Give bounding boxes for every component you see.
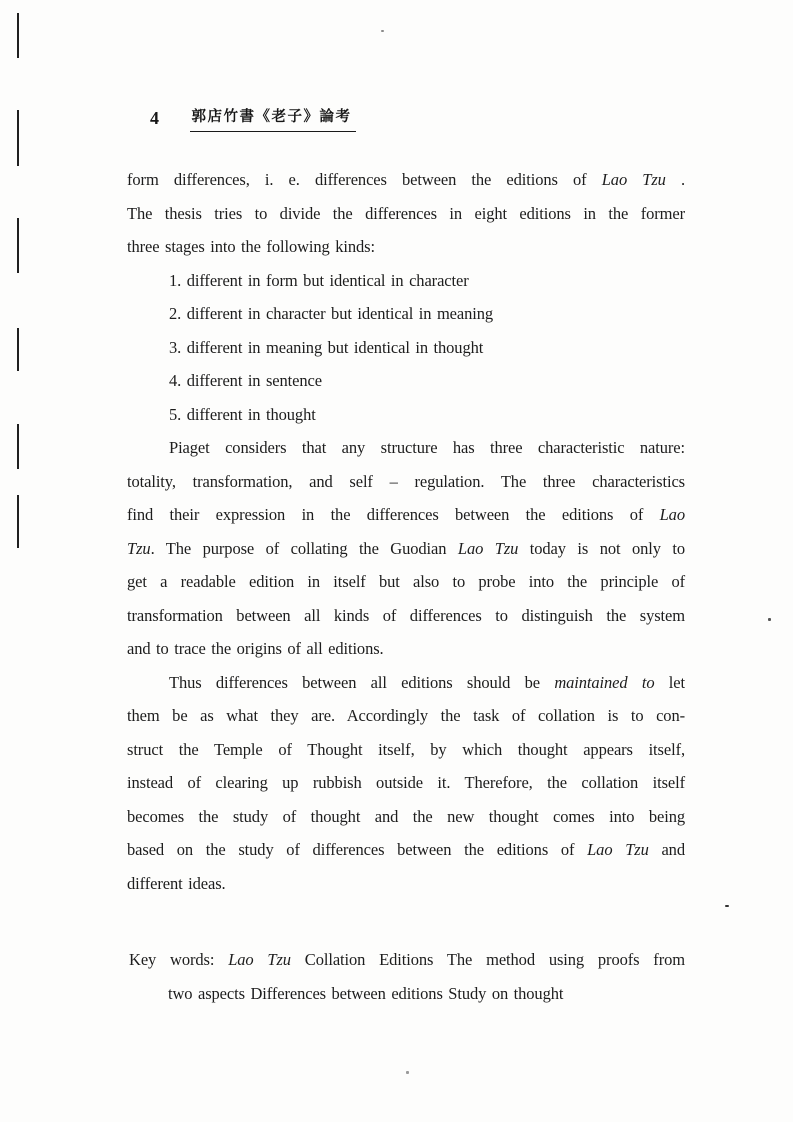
text-segment: Piaget considers that any structure has three characteristic nature: (169, 438, 685, 457)
running-header (150, 108, 356, 132)
edge-mark (17, 110, 19, 166)
text-line (127, 666, 685, 700)
text-segment: them be as what they are. Accordingly the task of collation is to con- (127, 706, 685, 725)
text-segment: different ideas. (127, 873, 226, 893)
text-line (127, 297, 685, 331)
text-segment: The thesis tries to divide the differences in eight editions in the former (127, 203, 685, 223)
text-segment: struct the Temple of Thought itself, by which thought appears itself, (127, 739, 685, 759)
keywords-block (127, 943, 685, 1010)
text-line (127, 943, 685, 977)
italic-text: Lao Tzu (457, 538, 519, 558)
text-segment: 1. different in form but identical in character (169, 270, 469, 290)
italic-text: maintained to (554, 672, 655, 692)
text-segment: and to trace the origins of all editions. (127, 639, 384, 658)
text-segment: 4. different in sentence (169, 371, 322, 390)
text-segment: form differences, i. e. differences between the editions of (127, 170, 602, 189)
text-line (127, 398, 685, 432)
text-line (127, 230, 685, 264)
text-segment: becomes the study of thought and the new thought comes into being (127, 806, 685, 826)
text-segment: get a readable edition in itself but also to probe into the principle of (127, 572, 685, 591)
text-segment: 5. different in thought (169, 404, 316, 424)
page-number: 4 (150, 108, 160, 128)
edge-mark (17, 495, 19, 548)
text-line (127, 632, 685, 666)
text-segment: totality, transformation, and self – regulation. The three characteristics (127, 471, 685, 491)
italic-text: Lao Tzu (228, 950, 291, 969)
italic-text: Lao Tzu (587, 840, 649, 859)
text-line (127, 431, 685, 465)
edge-mark (17, 218, 19, 273)
text-segment: and (648, 840, 685, 859)
text-segment: instead of clearing up rubbish outside it. Therefore, the collation itself (127, 773, 685, 792)
text-line (127, 163, 685, 197)
scan-speck (768, 618, 771, 621)
text-segment: today is not only to (518, 538, 685, 558)
text-body (127, 163, 685, 1010)
text-line (127, 364, 685, 398)
text-line (127, 264, 685, 298)
text-line (127, 565, 685, 599)
text-segment: Thus differences between all editions should be (169, 672, 555, 692)
text-segment: transformation between all kinds of differences to distinguish the system (127, 605, 685, 625)
text-segment: let (654, 672, 685, 692)
text-segment: find their expression in the differences between the editions of (127, 505, 660, 524)
text-line (127, 465, 685, 499)
text-line (127, 766, 685, 800)
text-segment: Collation Editions The method using proofs from (290, 950, 685, 969)
text-line (127, 498, 685, 532)
text-line (127, 733, 685, 767)
chapter-title: 郭店竹書《老子》論考 (190, 108, 356, 132)
text-segment: . The purpose of collating the Guodian (150, 538, 458, 558)
text-line (127, 532, 685, 566)
edge-mark (17, 328, 19, 371)
scan-speck (725, 905, 729, 907)
scan-speck (406, 1071, 409, 1074)
italic-text: Lao Tzu (601, 170, 666, 189)
text-segment: two aspects Differences between editions Study on thought (168, 983, 564, 1003)
text-segment: 3. different in meaning but identical in thought (169, 337, 484, 357)
text-line (127, 800, 685, 834)
scan-speck (381, 30, 384, 32)
edge-mark (17, 13, 19, 58)
text-segment: three stages into the following kinds: (127, 237, 375, 256)
italic-text: Lao (659, 505, 685, 524)
text-line (127, 867, 685, 901)
text-line (127, 599, 685, 633)
text-segment: Key words: (129, 950, 229, 969)
text-line (127, 331, 685, 365)
text-line (127, 699, 685, 733)
text-segment: based on the study of differences between the editions of (127, 840, 588, 859)
text-line (127, 197, 685, 231)
edge-mark (17, 424, 19, 469)
text-segment: . (665, 170, 685, 189)
text-segment: 2. different in character but identical in meaning (169, 304, 494, 323)
text-line (127, 977, 685, 1011)
italic-text: Tzu (127, 538, 151, 558)
text-line (127, 833, 685, 867)
main-text-block (127, 163, 685, 900)
